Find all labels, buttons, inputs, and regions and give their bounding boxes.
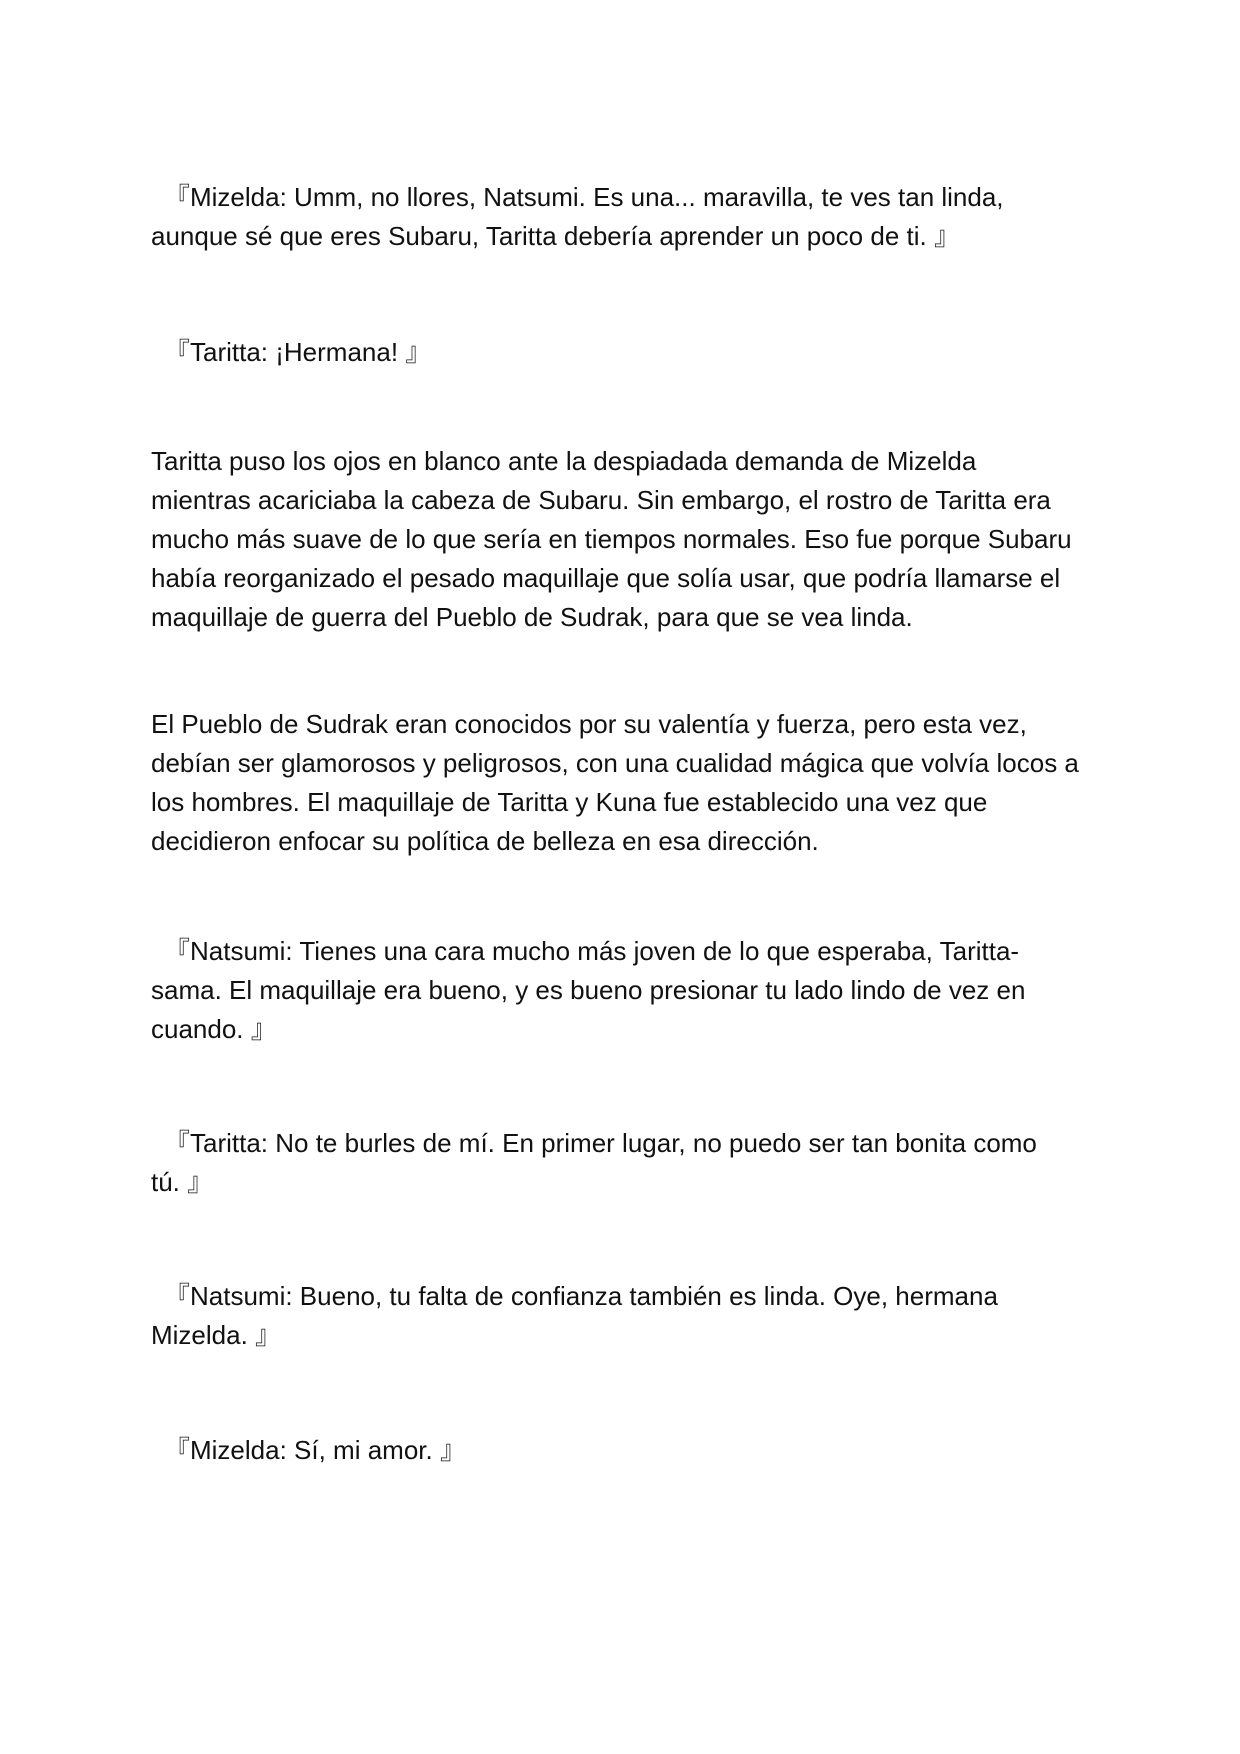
dialogue-taritta-2: 『Taritta: No te burles de mí. En primer lugar, no puedo ser tan bonita como tú. 』 — [151, 1128, 1037, 1197]
dialogue-natsumi-1: 『Natsumi: Tienes una cara mucho más joven de lo que esperaba, Taritta- sama. El maquillaje era bueno, y es bueno presionar tu lado lindo de vez en cuando. 』 — [151, 936, 1026, 1044]
dialogue-natsumi-2: 『Natsumi: Bueno, tu falta de confianza también es linda. Oye, hermana Mizelda. 』 — [151, 1281, 998, 1350]
dialogue-mizelda-2: 『Mizelda: Sí, mi amor. 』 — [151, 1435, 466, 1465]
dialogue-mizelda-1: 『Mizelda: Umm, no llores, Natsumi. Es una... maravilla, te ves tan linda, aunque sé que eres Subaru, Taritta debería aprender un poco de ti. 』 — [151, 182, 1004, 251]
dialogue-taritta-1: 『Taritta: ¡Hermana! 』 — [151, 337, 432, 367]
narration-paragraph-1: Taritta puso los ojos en blanco ante la despiadada demanda de Mizelda mientras acariciaba la cabeza de Subaru. Sin embargo, el rostro de Taritta era mucho más suave de lo que sería en tiempos normales. Eso fue porque Subaru había reorganizado el pesado maquillaje que solía usar, que podría llamarse el maquillaje de guerra del Pueblo de Sudrak, para que se vea linda. — [151, 446, 1072, 632]
narration-paragraph-2: El Pueblo de Sudrak eran conocidos por su valentía y fuerza, pero esta vez, debían ser glamorosos y peligrosos, con una cualidad mágica que volvía locos a los hombres. El maquillaje de Taritta y Kuna fue establecido una vez que decidieron enfocar su política de belleza en esa dirección. — [151, 709, 1079, 856]
